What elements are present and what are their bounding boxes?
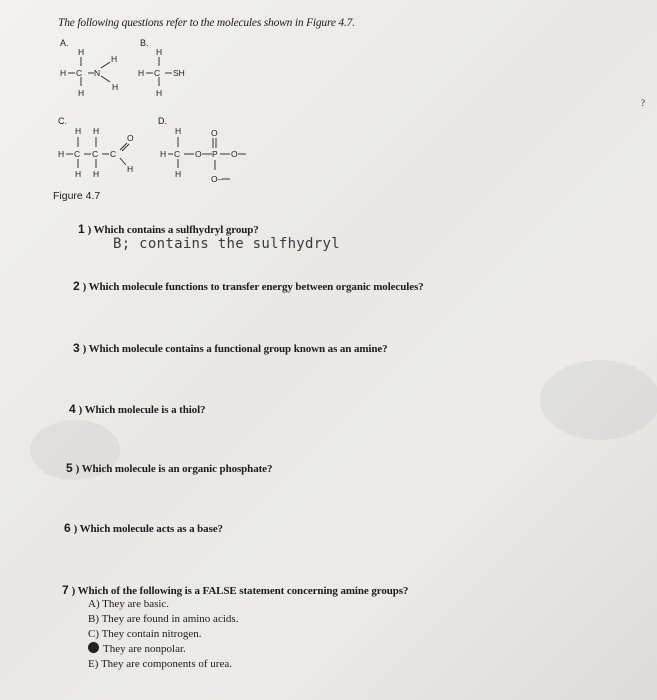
atom-h: H [78,47,85,57]
atom-h: H [111,54,118,64]
atom-c: C [154,68,161,78]
atom-c: C [74,149,81,159]
question-6: 6 ) Which molecule acts as a base? [64,521,223,535]
atom-c: C [76,68,83,78]
atom-h: H [127,164,134,174]
atom-h: H [93,169,100,179]
option-b[interactable]: B) They are found in amino acids. [88,613,239,625]
molecule-c-label: C. [58,116,67,126]
atom-h: H [175,126,182,136]
question-5: 5 ) Which molecule is an organic phosphate? [66,461,273,475]
atom-h: H [60,68,67,78]
atom-h: H [58,149,65,159]
atom-o: O [127,133,134,143]
figure-4-7-structures [0,0,300,200]
atom-h: H [75,169,82,179]
question-7: 7 ) Which of the following is a FALSE statement concerning amine groups? [62,583,409,597]
molecule-d-label: D. [158,116,167,126]
atom-h: H [156,47,163,57]
handwritten-answer: B; contains the sulfhydryl [113,236,340,252]
atom-c: C [110,149,117,159]
atom-h: H [93,126,100,136]
atom-h: H [156,88,163,98]
atom-o: O [195,149,202,159]
option-a[interactable]: A) They are basic. [88,598,170,610]
question-4: 4 ) Which molecule is a thiol? [69,402,206,416]
atom-h: H [75,126,82,136]
question-1: 1 ) Which contains a sulfhydryl group? [78,222,259,236]
atom-p: P [212,149,218,159]
atom-c: C [92,149,99,159]
option-d-selected[interactable]: They are nonpolar. [88,642,238,657]
filled-bubble-icon [88,642,99,653]
atom-h: H [175,169,182,179]
atom-n: N [94,68,101,78]
atom-c: C [174,149,181,159]
atom-sh: SH [173,68,185,78]
question-2: 2 ) Which molecule functions to transfer energy between organic molecules? [73,279,424,293]
atom-h: H [160,149,167,159]
option-e[interactable]: E) They are components of urea. [88,658,232,670]
atom-h: H [138,68,145,78]
atom-h: H [78,88,85,98]
atom-h: H [112,82,119,92]
option-c[interactable]: C) They contain nitrogen. [88,628,202,640]
margin-mark: ? [641,98,645,108]
atom-o: O [211,128,218,138]
molecule-a-label: A. [60,38,69,48]
figure-caption: Figure 4.7 [53,190,101,202]
atom-o: O [231,149,238,159]
question-3: 3 ) Which molecule contains a functional group known as an amine? [73,341,388,355]
molecule-b-label: B. [140,38,149,48]
answer-options [88,597,238,672]
intro-text: The following questions refer to the molecules shown in Figure 4.7. [58,17,355,29]
atom-o-minus: O– [211,174,223,184]
